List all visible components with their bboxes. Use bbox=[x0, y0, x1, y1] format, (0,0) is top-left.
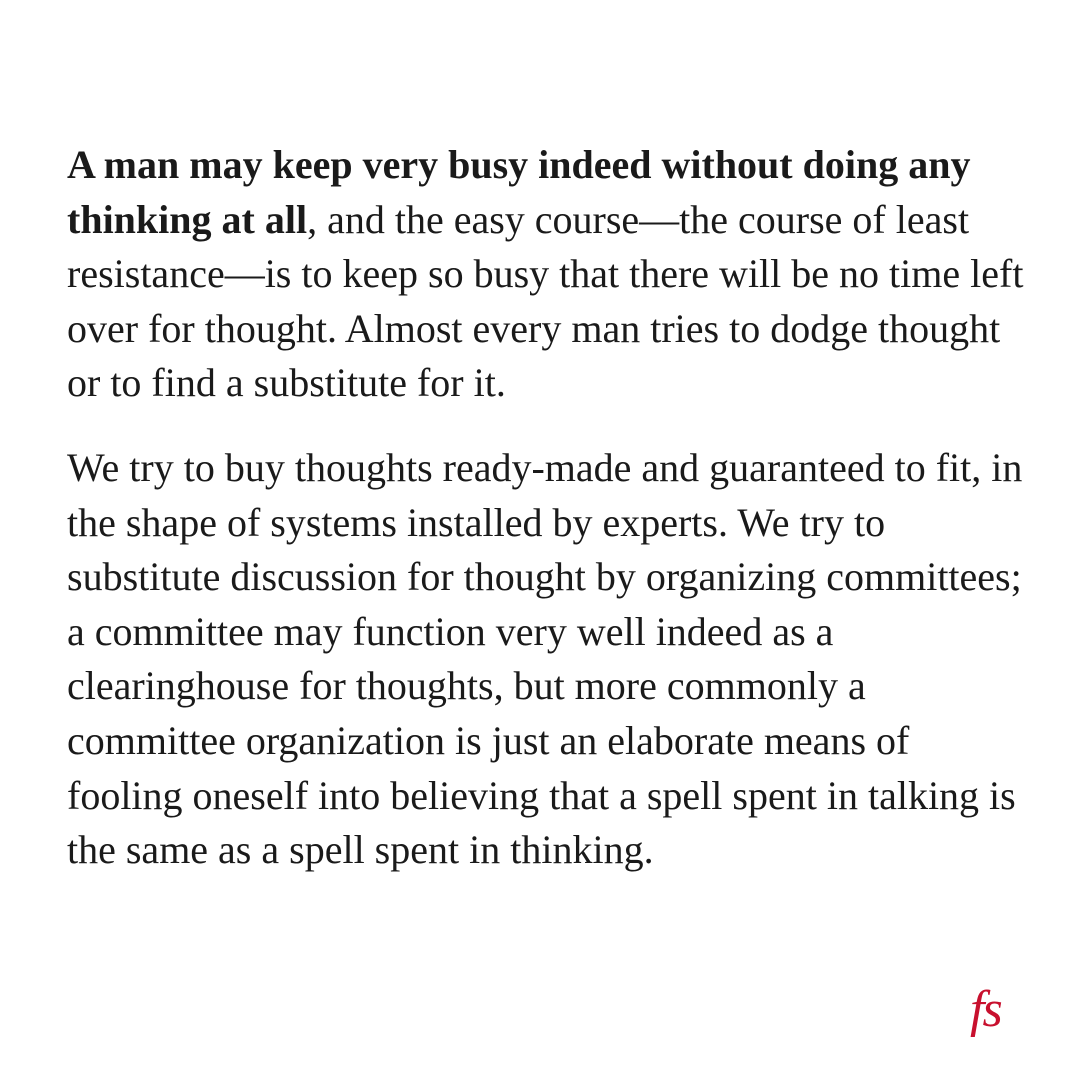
quote-paragraph-1 bbox=[67, 138, 1032, 411]
quote-paragraph-2: We try to buy thoughts ready-made and guaranteed to fit, in the shape of systems installed by experts. We try to substitute discussion for thought by organizing committees; a committee may function very well indeed as a clearinghouse for thoughts, but more commonly a committee organization is just an elaborate means of fooling oneself into believing that a spell spent in talking is the same as a spell spent in thinking. bbox=[67, 444, 1023, 873]
quote-bold-lead: A man may keep very busy indeed without doing any thinking at all bbox=[67, 142, 971, 242]
fs-logo-icon: fs bbox=[970, 981, 1001, 1038]
quote-paragraph-1-rest: , and the easy course—the course of least resistance—is to keep so busy that there will be no time left over for thought. Almost every man tries to dodge thought or to find a substitute for it. bbox=[67, 196, 1024, 406]
quote-body bbox=[67, 138, 1032, 878]
